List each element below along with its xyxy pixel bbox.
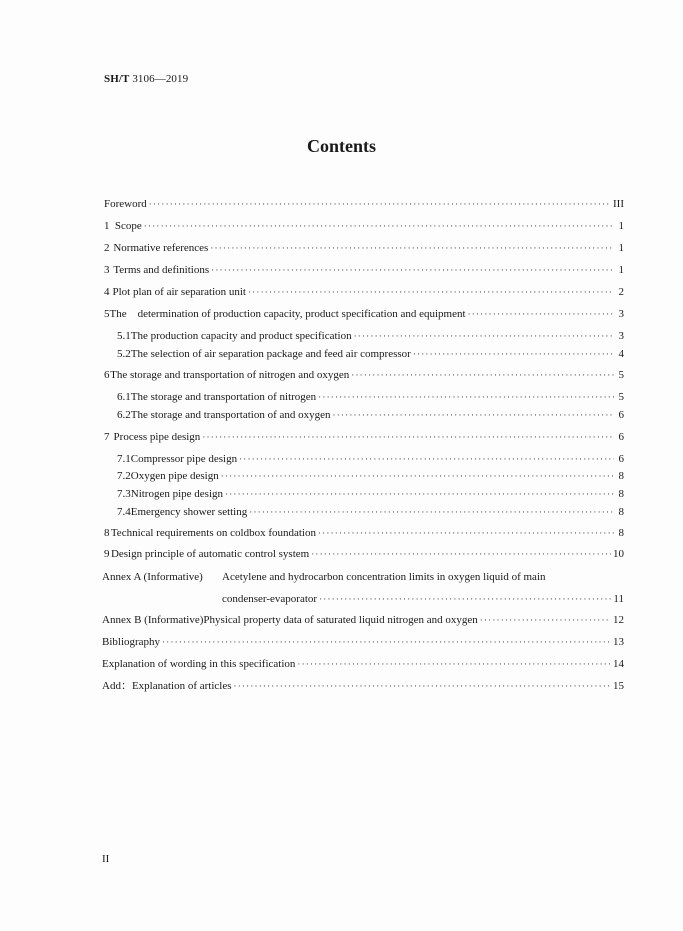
leader-dots [311,547,611,561]
toc-entry-number: 8 [104,527,110,539]
toc-subentry[interactable] [117,329,624,343]
toc-entry-label: The storage and transportation of nitrogen [130,391,317,403]
toc-entry-page: 8 [618,506,624,518]
toc-entry-page: 1 [618,242,624,254]
leader-dots [149,197,611,211]
standard-code-header [104,73,188,85]
annex-label: Annex A (Informative) [102,571,203,583]
toc-entry-label: Nitrogen pipe design [130,488,224,500]
leader-dots [333,408,614,422]
toc-entry-explanation[interactable] [102,657,624,671]
leader-dots [413,347,614,361]
leader-dots [297,657,611,671]
toc-entry-label: The storage and transportation of nitrogen and oxygen [110,369,350,381]
toc-entry-number: 9 [104,548,110,560]
toc-entry-page: 3 [618,330,624,342]
toc-subentry[interactable] [117,505,624,519]
toc-entry-bibliography[interactable] [102,635,624,649]
toc-entry-number: 7.4 [117,506,131,518]
toc-entry-number: 7 [104,431,110,443]
toc-subentry[interactable] [117,347,624,361]
standard-prefix: SH/T [104,73,130,85]
toc-subentry[interactable] [117,390,624,404]
page-number: II [102,853,110,865]
toc-entry-label: Plot plan of air separation unit [112,286,246,298]
leader-dots [210,241,614,255]
toc-entry-foreword[interactable] [104,197,624,211]
toc-entry-page: 15 [613,680,624,692]
toc-entry-page: 8 [618,470,624,482]
leader-dots [234,679,611,693]
toc-entry[interactable] [104,219,624,233]
leader-dots [319,592,611,606]
toc-entry[interactable] [104,430,624,444]
toc-entry-label: The determination of production capacity, product specification and equipment [109,308,466,320]
toc-subentry[interactable] [117,408,624,422]
toc-entry-number: 4 [104,286,110,298]
toc-entry-number: 6.1 [117,391,131,403]
toc-entry-number: 5.2 [117,348,131,360]
toc-entry-page: 10 [613,548,624,560]
toc-entry-page: 13 [613,636,624,648]
leader-dots [249,505,614,519]
page-title: Contents [306,136,376,156]
toc-entry-number: 5.1 [117,330,131,342]
toc-entry-label: Foreword [104,198,147,210]
toc-entry-page: 4 [618,348,624,360]
annex-title-line2: condenser-evaporator [222,593,318,605]
leader-dots [239,452,614,466]
standard-number: 3106—2019 [132,73,189,85]
toc-entry-page: 1 [618,264,624,276]
toc-entry-number: 3 [104,264,110,276]
toc-entry-page: 12 [613,614,624,626]
leader-dots [211,263,614,277]
toc-entry-number: 1 [104,220,110,232]
toc-entry-label: Add：Explanation of articles [102,680,232,692]
leader-dots [318,526,614,540]
toc-entry-label: Explanation of wording in this specification [102,658,296,670]
toc-entry[interactable] [104,263,624,277]
toc-entry-label: Compressor pipe design [130,453,238,465]
leader-dots [318,390,614,404]
toc-entry[interactable] [104,368,624,382]
toc-entry-label: Technical requirements on coldbox foundation [110,527,316,539]
toc-entry-page: 6 [618,409,624,421]
leader-dots [225,487,614,501]
toc-entry-add[interactable] [102,679,624,693]
toc-entry-annex-a-continued[interactable] [222,592,624,606]
leader-dots [480,613,611,627]
leader-dots [354,329,614,343]
toc-entry-number: 6 [104,369,110,381]
toc-entry-label: The selection of air separation package and feed air compressor [130,348,411,360]
toc-entry[interactable] [104,307,624,321]
leader-dots [248,285,614,299]
toc-entry-label: The production capacity and product specification [130,330,352,342]
toc-entry-number: 7.1 [117,453,131,465]
toc-subentry[interactable] [117,487,624,501]
toc-entry-page: 11 [613,593,624,605]
toc-entry-number: 2 [104,242,110,254]
toc-entry-page: 3 [618,308,624,320]
toc-entry-number: 6.2 [117,409,131,421]
toc-entry-page: 8 [618,527,624,539]
toc-entry-page: 5 [618,369,624,381]
toc-entry[interactable] [104,526,624,540]
toc-entry-label: Oxygen pipe design [130,470,219,482]
toc-entry-annex-b[interactable] [102,613,624,627]
toc-entry-label: Emergency shower setting [130,506,248,518]
toc-entry-label: Process pipe design [113,431,201,443]
toc-entry-page: 6 [618,431,624,443]
toc-entry[interactable] [104,547,624,561]
annex-title-line1: Acetylene and hydrocarbon concentration limits in oxygen liquid of main [222,571,546,583]
toc-entry-annex-a[interactable] [102,571,546,583]
toc-entry-number: 7.2 [117,470,131,482]
toc-entry-page: 8 [618,488,624,500]
toc-entry-label: Design principle of automatic control system [110,548,310,560]
toc-entry-number: 5 [104,308,110,320]
toc-entry-label: The storage and transportation of and oxygen [130,409,331,421]
toc-entry-label: Terms and definitions [113,264,210,276]
toc-entry-page: 1 [618,220,624,232]
leader-dots [221,469,614,483]
leader-dots [162,635,611,649]
toc-entry-page: 14 [613,658,624,670]
toc-entry-page: III [613,198,624,210]
leader-dots [202,430,614,444]
toc-entry-page: 5 [618,391,624,403]
toc-subentry[interactable] [117,452,624,466]
toc-entry-label: Normative references [113,242,209,254]
toc-entry-page: 6 [618,453,624,465]
toc-subentry[interactable] [117,469,624,483]
annex-title: Physical property data of saturated liquid nitrogen and oxygen [203,614,478,626]
toc-entry-page: 2 [618,286,624,298]
toc-entry[interactable] [104,285,624,299]
leader-dots [144,219,614,233]
toc-entry-number: 7.3 [117,488,131,500]
toc-entry[interactable] [104,241,624,255]
leader-dots [351,368,614,382]
leader-dots [468,307,614,321]
toc-entry-label: Bibliography [102,636,161,648]
annex-label: Annex B (Informative) [102,614,204,626]
toc-entry-label: Scope [114,220,142,232]
